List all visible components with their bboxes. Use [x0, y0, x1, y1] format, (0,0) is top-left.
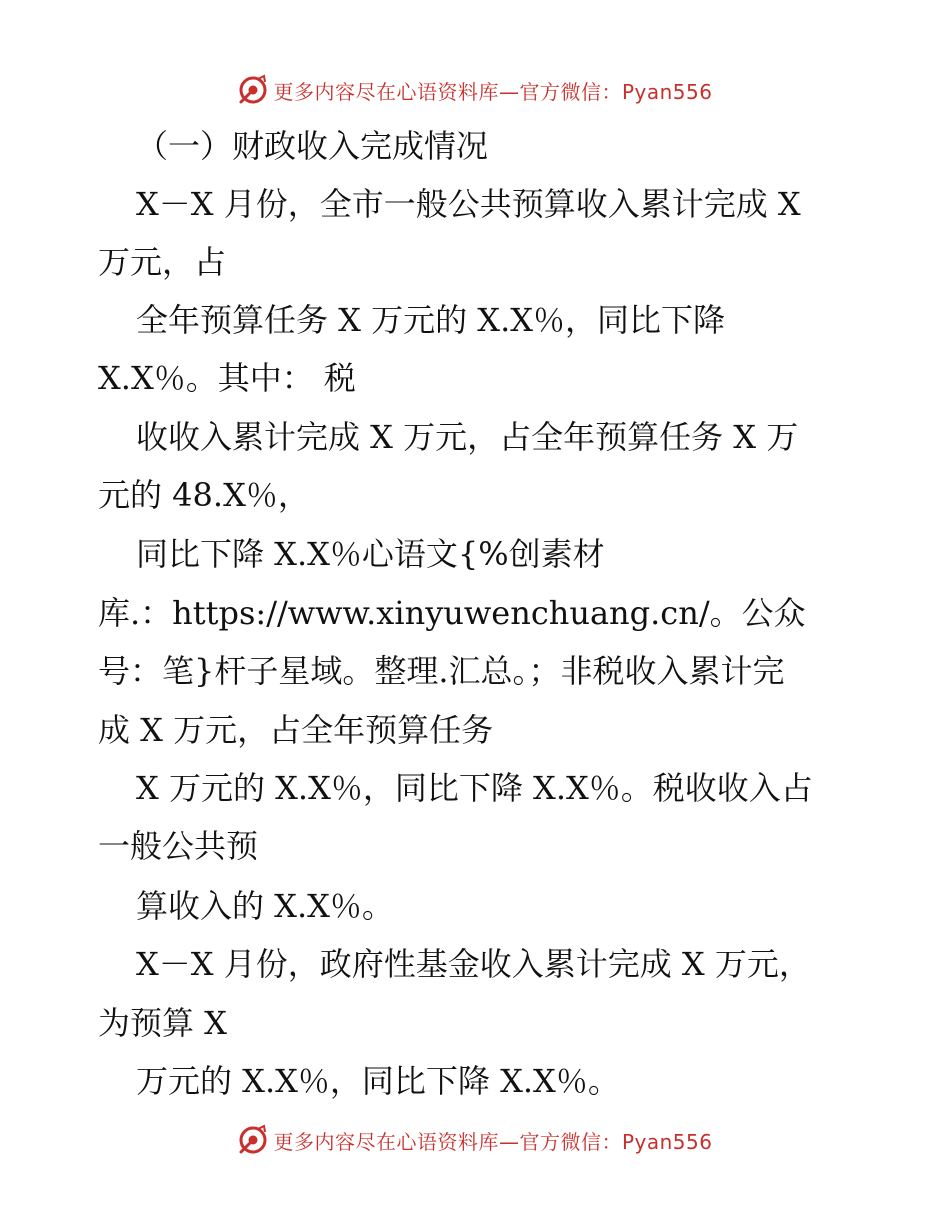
- body-line: X 万元的 X.X％，同比下降 X.X％。税收收入占: [136, 769, 813, 807]
- header-watermark: [0, 70, 950, 110]
- brand-logo-icon: [237, 74, 269, 106]
- body-line: 万元的 X.X％，同比下降 X.X％。: [136, 1062, 620, 1100]
- body-line: 同比下降 X.X％心语文{%创素材: [136, 535, 605, 573]
- body-line: 一般公共预: [98, 827, 259, 865]
- body-line: 全年预算任务 X 万元的 X.X％，同比下降: [136, 301, 726, 339]
- body-line: X－X 月份，政府性基金收入累计完成 X 万元，: [136, 945, 811, 983]
- body-line: X.X％。其中： 税: [98, 359, 356, 397]
- body-line: 算收入的 X.X％。: [136, 887, 394, 925]
- body-line: X－X 月份，全市一般公共预算收入累计完成 X: [136, 185, 801, 223]
- section-heading: （一）财政收入完成情况: [136, 127, 489, 165]
- watermark-text: 更多内容尽在心语资料库—官方微信：Pyan556: [273, 1129, 713, 1154]
- body-line: 收收入累计完成 X 万元，占全年预算任务 X 万: [136, 418, 799, 456]
- body-line: 库.：https://www.xinyuwenchuang.cn/。公众: [98, 594, 806, 632]
- body-line: 万元，占: [98, 243, 227, 281]
- brand-logo-icon: [237, 1124, 269, 1156]
- body-line: 元的 48.X％，: [98, 476, 310, 514]
- body-line: 号：笔}杆子星域。整理.汇总。；非税收入累计完: [98, 652, 785, 690]
- body-line: 成 X 万元，占全年预算任务: [98, 711, 494, 749]
- body-line: 为预算 X: [98, 1004, 227, 1042]
- watermark-text: 更多内容尽在心语资料库—官方微信：Pyan556: [273, 79, 713, 104]
- footer-watermark: [0, 1120, 950, 1160]
